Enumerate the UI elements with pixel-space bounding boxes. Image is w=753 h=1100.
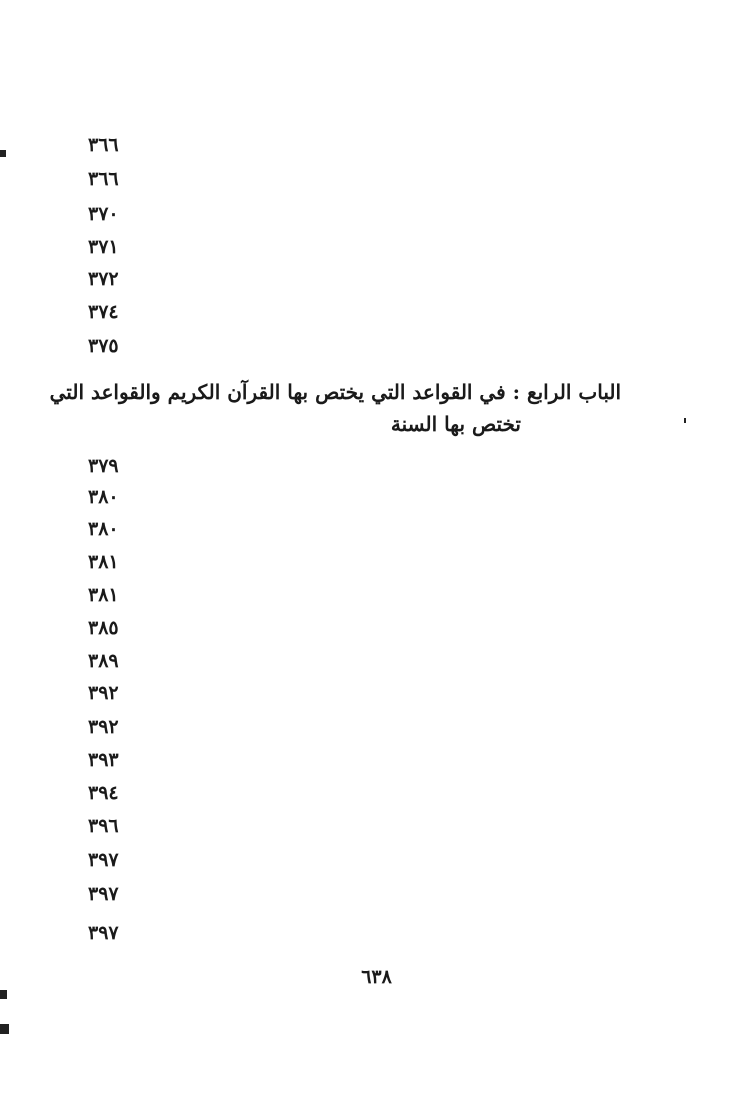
chapter-heading: الباب الرابع : في القواعد التي يختص بها القرآن الكريم والقواعد التي [49, 380, 621, 404]
entry-page-number: ٣٩٧ [88, 883, 119, 905]
entry-page-number: ٣٩٢ [88, 716, 119, 738]
entry-page-number: ٣٩٦ [88, 815, 119, 837]
entry-page-number: ٣٩٣ [88, 749, 119, 771]
entry-page-number: ٣٧٥ [88, 335, 119, 357]
entry-page-number: ٣٧٠ [88, 203, 119, 225]
page-number: ٦٣٨ [361, 966, 392, 988]
entry-page-number: ٣٨٩ [88, 650, 119, 672]
entry-page-number: ٣٦٦ [88, 134, 119, 156]
entry-page-number: ٣٩٧ [88, 849, 119, 871]
entry-page-number: ٣٧٢ [88, 268, 119, 290]
entry-page-number: ٣٧٤ [88, 301, 119, 323]
scan-speck [684, 418, 686, 423]
entry-page-number: ٣٨٠ [88, 518, 119, 540]
entry-page-number: ٣٩٧ [88, 922, 119, 944]
entry-page-number: ٣٩٤ [88, 782, 119, 804]
entry-page-number: ٣٧١ [88, 236, 119, 258]
entry-page-number: ٣٩٢ [88, 682, 119, 704]
chapter-heading-continued: تختص بها السنة [390, 412, 521, 436]
entry-page-number: ٣٨١ [88, 584, 119, 606]
entry-page-number: ٣٨١ [88, 551, 119, 573]
entry-page-number: ٣٨٥ [88, 617, 119, 639]
entry-page-number: ٣٨٠ [88, 486, 119, 508]
entry-page-number: ٣٧٩ [88, 455, 119, 477]
scan-speck [0, 990, 7, 999]
scan-speck [0, 150, 6, 157]
scan-speck [0, 1024, 9, 1034]
entry-page-number: ٣٦٦ [88, 168, 119, 190]
